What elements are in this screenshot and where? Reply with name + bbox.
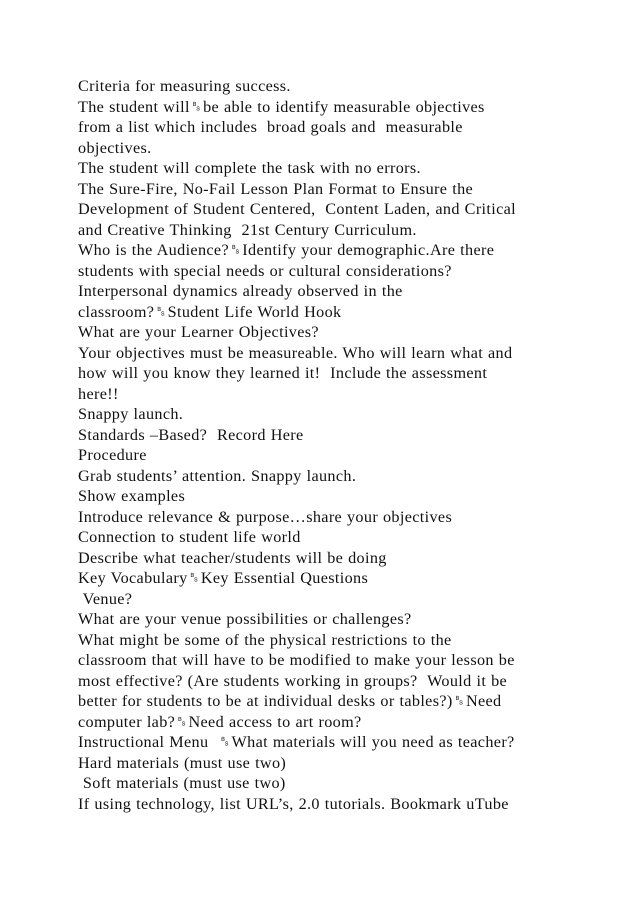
text-line: here!! — [78, 384, 119, 403]
text-line: students with special needs or cultural considerations? — [78, 261, 452, 280]
text-line: from a list which includes broad goals and measurable — [78, 118, 463, 136]
text-line: classroom?␈Student Life World Hook — [78, 302, 342, 321]
text-line: If using technology, list URL’s, 2.0 tutorials. Bookmark uTube — [78, 794, 509, 813]
text-line: The Sure-Fire, No-Fail Lesson Plan Format to Ensure the — [78, 179, 474, 198]
text-line: The student will complete the task with no errors. — [78, 159, 421, 177]
text-line: Your objectives must be measureable. Who will learn what and — [78, 343, 513, 362]
text-line: Grab students’ attention. Snappy launch. — [78, 466, 357, 485]
text-line: computer lab?␈Need access to art room? — [78, 712, 362, 731]
text-line: better for students to be at individual desks or tables?)␈Need — [78, 692, 502, 710]
text-line: Criteria for measuring success. — [78, 77, 291, 95]
text-line: classroom that will have to be modified to make your lesson be — [78, 651, 515, 669]
text-line: What are your Learner Objectives? — [78, 323, 319, 341]
text-line: Describe what teacher/students will be doing — [78, 548, 387, 567]
text-line: Introduce relevance & purpose…share your objectives — [78, 507, 453, 526]
text-line: The student will␈be able to identify measurable objectives — [78, 97, 485, 116]
text-line: Key Vocabulary␈Key Essential Questions — [78, 569, 369, 587]
text-line: Standards –Based? Record Here — [78, 425, 304, 444]
text-line: Hard materials (must use two) — [78, 753, 287, 772]
text-line: Development of Student Centered, Content Laden, and Critical — [78, 200, 517, 218]
text-line: Interpersonal dynamics already observed in the — [78, 282, 403, 300]
text-line: Soft materials (must use two) — [78, 774, 286, 792]
text-line: What might be some of the physical restrictions to the — [78, 630, 452, 649]
text-line: and Creative Thinking 21st Century Curriculum. — [78, 220, 417, 239]
text-line: most effective? (Are students working in groups? Would it be — [78, 671, 508, 690]
text-line: how will you know they learned it! Include the assessment — [78, 364, 488, 382]
text-line: objectives. — [78, 138, 152, 157]
text-line: Show examples — [78, 487, 186, 505]
text-line: Instructional Menu ␈What materials will you need as teacher? — [78, 733, 515, 751]
text-line: Connection to student life world — [78, 528, 301, 546]
text-line: Procedure — [78, 446, 147, 464]
document-body — [78, 76, 618, 814]
text-line: Who is the Audience?␈Identify your demographic.Are there — [78, 241, 495, 259]
text-line: Venue? — [78, 589, 133, 608]
text-line: What are your venue possibilities or challenges? — [78, 610, 412, 628]
text-line: Snappy launch. — [78, 405, 184, 423]
